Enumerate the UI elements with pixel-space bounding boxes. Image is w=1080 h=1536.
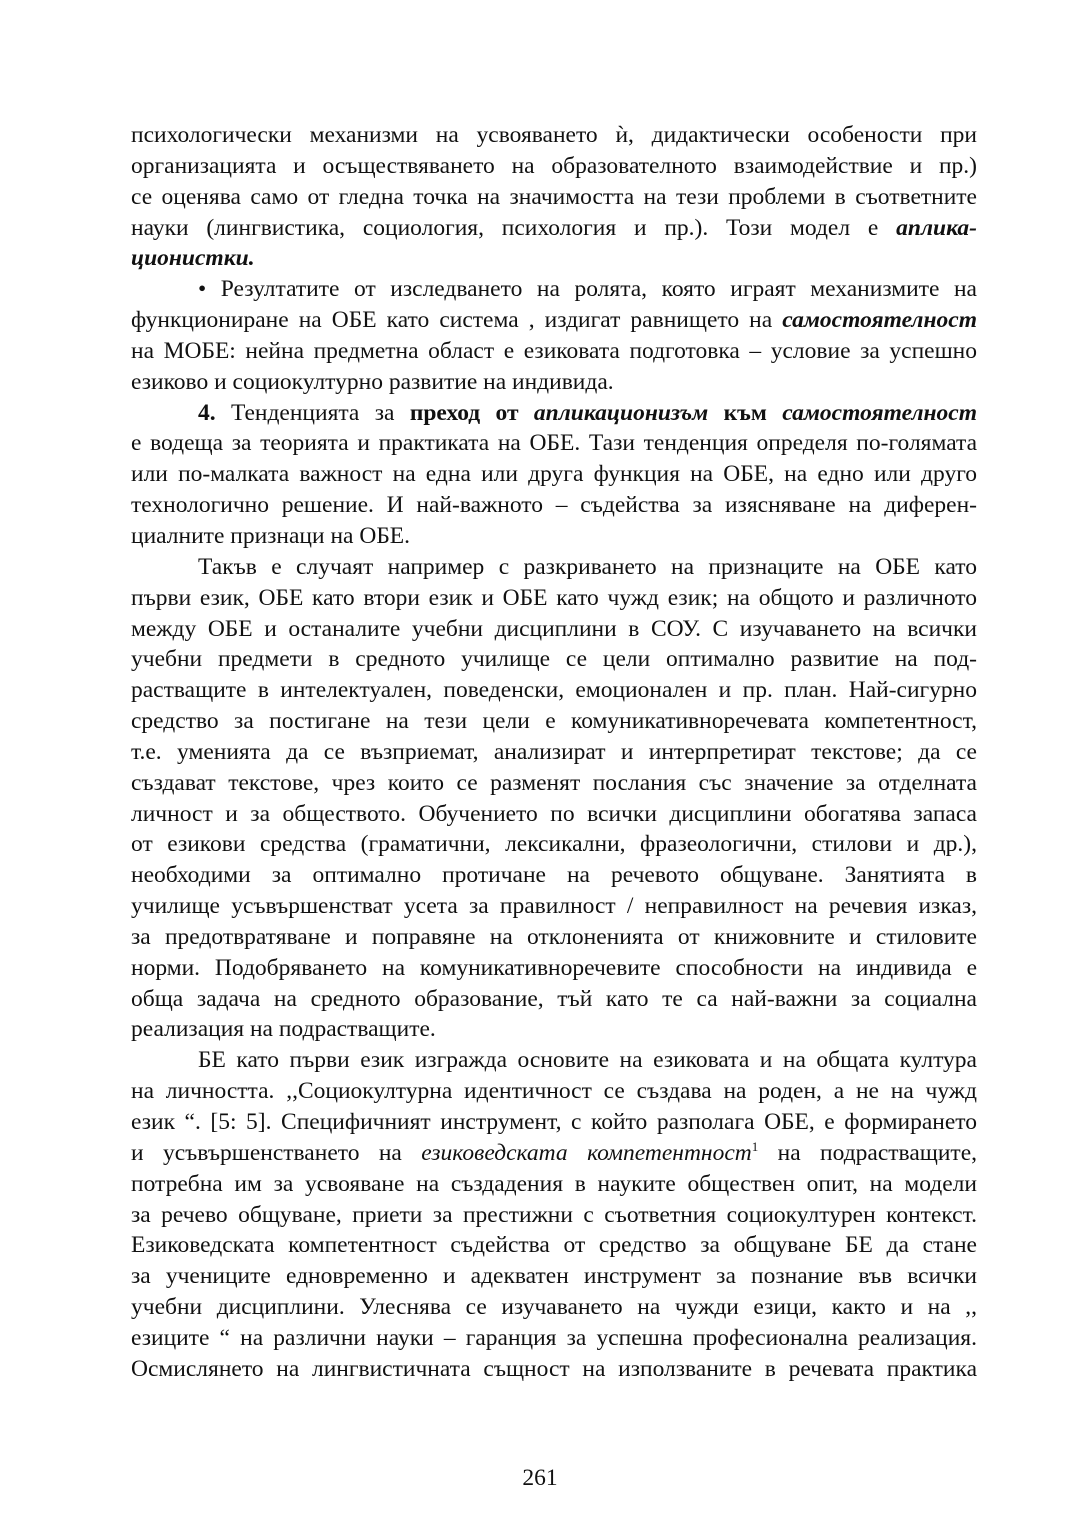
text-line: Осмислянето на лингвистичната същност на използваните в речевата практика <box>131 1355 977 1382</box>
text-run: Тенденцията за <box>215 399 410 426</box>
text-line: реализация на подрастващите. <box>131 1016 436 1043</box>
text-line: растващите в интелектуален, поведенски, емоционален и пр. план. Най-сигурно <box>131 677 977 704</box>
text-line <box>131 243 977 274</box>
text-line: средство за постигане на тези цели е комуникативноречевата компетентност, <box>131 708 977 735</box>
text-line: необходими за оптимално протичане на речевото общуване. Занятията в <box>131 862 977 889</box>
text-run: функциониране на ОБЕ като система , издигат равнището на <box>131 307 783 334</box>
paragraph-number: 4. <box>198 399 216 426</box>
paragraph-start: БЕ като първи език изгражда основите на езиковата и на общата култура <box>198 1047 977 1074</box>
text-line: създават текстове, чрез които се разменят послания със значение за отделната <box>131 769 977 796</box>
text-line: училище усъвършенстват усета за правилност / неправилност на речевия изказ, <box>131 893 977 920</box>
emphasis-term: аплика- <box>896 214 977 241</box>
text-line: за учениците едновременно и адекватен инструмент за познание във всички <box>131 1263 977 1290</box>
emphasis-term: самостоятелност <box>782 307 977 334</box>
emphasis-term: преход от <box>409 399 534 426</box>
text-line: личност и за обществото. Обучението по всички дисциплини обогатява запаса <box>131 800 977 827</box>
bullet-paragraph-start: • Резултатите от изследването на ролята, която играят механизмите на <box>198 276 977 303</box>
text-line: или по-малката важност на една или друга функция на ОБЕ, на едно или друго <box>131 461 977 488</box>
text-line: Езиковедската компетентност съдейства от средство за общуване БЕ да стане <box>131 1232 977 1259</box>
text-line: за предотвратяване и поправяне на отклоненията от книжовните и стиловите <box>131 923 977 950</box>
text-line <box>131 305 977 336</box>
paragraph-start: Такъв е случаят например с разкриването на признаците на ОБЕ като <box>198 553 977 580</box>
text-run: и усъвършенстването на <box>131 1139 422 1166</box>
emphasis-term: самостоятелност <box>782 399 978 426</box>
numbered-paragraph-start <box>131 398 977 429</box>
page-number: 261 <box>522 1465 558 1491</box>
text-line: се оценява само от гледна точка на значимостта на тези проблеми в съответните <box>131 183 977 210</box>
text-line: т.е. уменията да се възприемат, анализират и интерпретират текстове; да се <box>131 738 977 765</box>
text-line: обща задача на средното образование, тъй като те са най-важни за социална <box>131 985 977 1012</box>
text-line: от езикови средства (граматични, лексикални, фразеологични, стилови и др.), <box>131 831 977 858</box>
emphasis-term: ционистки. <box>131 245 255 272</box>
text-line: потребна им за усвояване на създадения в науките обществен опит, на модели <box>131 1170 977 1197</box>
text-line: е водеща за теорията и практиката на ОБЕ. Тази тенденция определя по-голямата <box>131 430 977 457</box>
text-run: на подрастващите, <box>758 1139 978 1166</box>
text-line: норми. Подобряването на комуникативноречевите способности на индивида е <box>131 954 977 981</box>
text-line <box>131 1138 977 1169</box>
text-line: технологично решение. И най-важното – съдейства за изясняване на диферен- <box>131 492 977 519</box>
footnote-marker[interactable]: 1 <box>751 1138 759 1154</box>
text-line: за речево общуване, приети за престижни с съответния социокултурен контекст. <box>131 1201 977 1228</box>
text-line: първи език, ОБЕ като втори език и ОБЕ като чужд език; на общото и различното <box>131 584 977 611</box>
text-line: организацията и осъществяването на образователното взаимодействие и пр.) <box>131 152 977 179</box>
emphasis-term: езиковедската компетентност <box>421 1139 752 1166</box>
emphasis-term: апликационизъм <box>533 399 709 426</box>
text-line: език “. [5: 5]. Специфичният инструмент, с който разполага ОБЕ, е формирането <box>131 1109 977 1135</box>
text-run: науки (лингвистика, социология, психология и пр.). Този модел е <box>131 214 897 241</box>
text-line: на личността. ,,Социокултурна идентичност се създава на роден, а не на чужд <box>131 1078 977 1105</box>
text-line: учебни дисциплини. Улеснява се изучаването на чужди езици, както и на ,, <box>131 1294 977 1321</box>
body-text <box>131 120 977 1385</box>
emphasis-term: към <box>708 399 783 426</box>
text-line: езиците “ на различни науки – гаранция за успешна професионална реализация. <box>131 1324 977 1351</box>
text-line: психологически механизми на усвояването ѝ, дидактически особености при <box>131 122 977 148</box>
text-line: учебни предмети в средното училище се цели оптимално развитие на под- <box>131 646 977 673</box>
text-line: циалните признаци на ОБЕ. <box>131 522 411 549</box>
text-line: между ОБЕ и останалите учебни дисциплини в СОУ. С изучаването на всички <box>131 615 977 642</box>
text-line: на МОБЕ: нейна предметна област е езиковата подготовка – условие за успешно <box>131 337 977 364</box>
text-line <box>131 213 977 244</box>
text-line: езиково и социокултурно развитие на индивида. <box>131 368 614 395</box>
